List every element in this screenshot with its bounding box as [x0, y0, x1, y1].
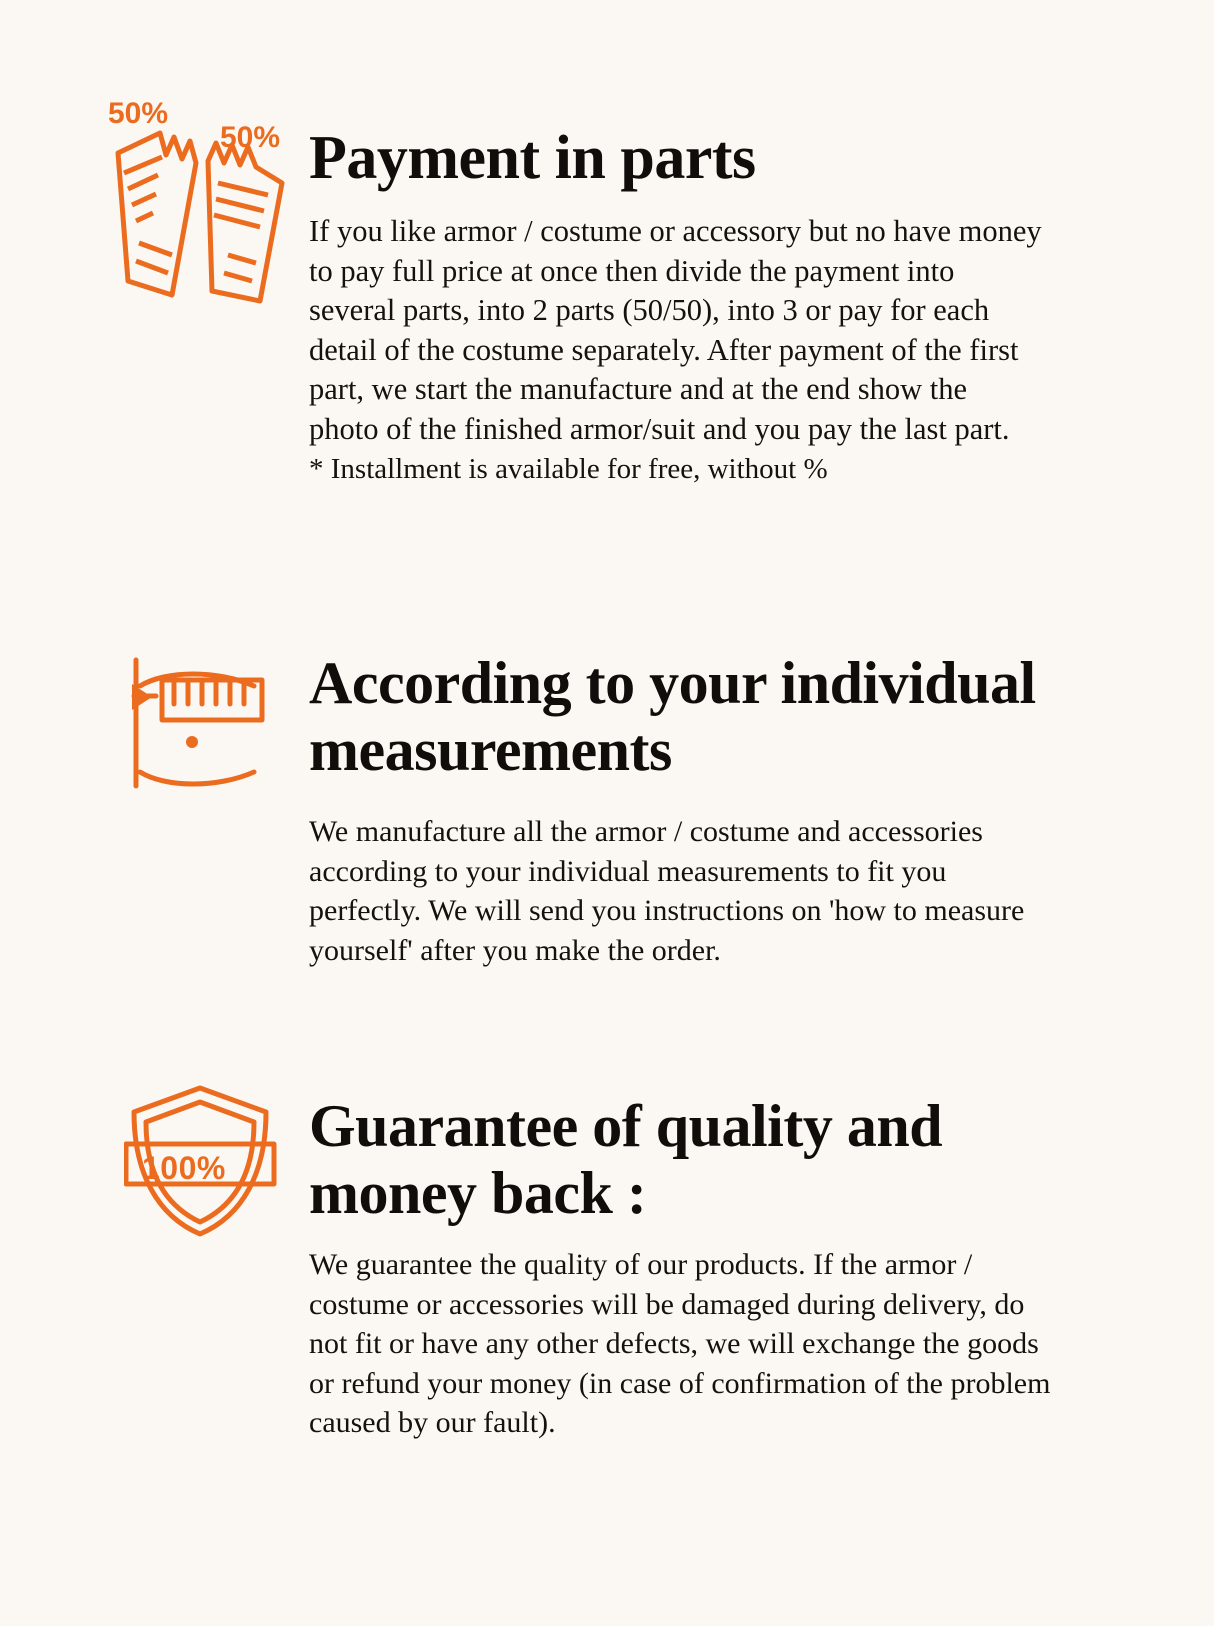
guarantee-heading: Guarantee of quality and money back : — [309, 1093, 943, 1226]
measurements-heading: According to your individual measurements — [309, 650, 1036, 783]
payment-heading: Payment in parts — [309, 124, 756, 192]
guarantee-body: We guarantee the quality of our products. If the armor / costume or accessories will be damaged during delivery, do not fit or have any other defects, we will exchange the goods or refund your money (in case of confirmation of the problem caused by our fault). — [309, 1248, 1051, 1439]
measuring-tape-waist-icon — [122, 652, 282, 802]
payment-body: If you like armor / costume or accessory but no have money to pay full price at once then divide the payment into several parts, into 2 parts (50/50), into 3 or pay for each detail of the costume separately. After payment of the first part, we start the manufacture and at the end show the photo of the finished armor/suit and you pay the last part. — [309, 214, 1042, 446]
icon-label-50-right: 50% — [220, 121, 281, 154]
guarantee-text-column — [309, 1093, 1064, 1443]
shield-100-percent-icon — [124, 1082, 284, 1242]
measurements-text-column — [309, 650, 1054, 970]
measurements-body: We manufacture all the armor / costume and accessories according to your individual measurements to fit you perfectly. We will send you instructions on 'how to measure yourself' after you make the order. — [309, 815, 1025, 967]
payment-note: * Installment is available for free, without % — [309, 452, 828, 485]
icon-label-50-left: 50% — [108, 97, 169, 130]
icon-label-100-percent: 100% — [142, 1150, 226, 1186]
